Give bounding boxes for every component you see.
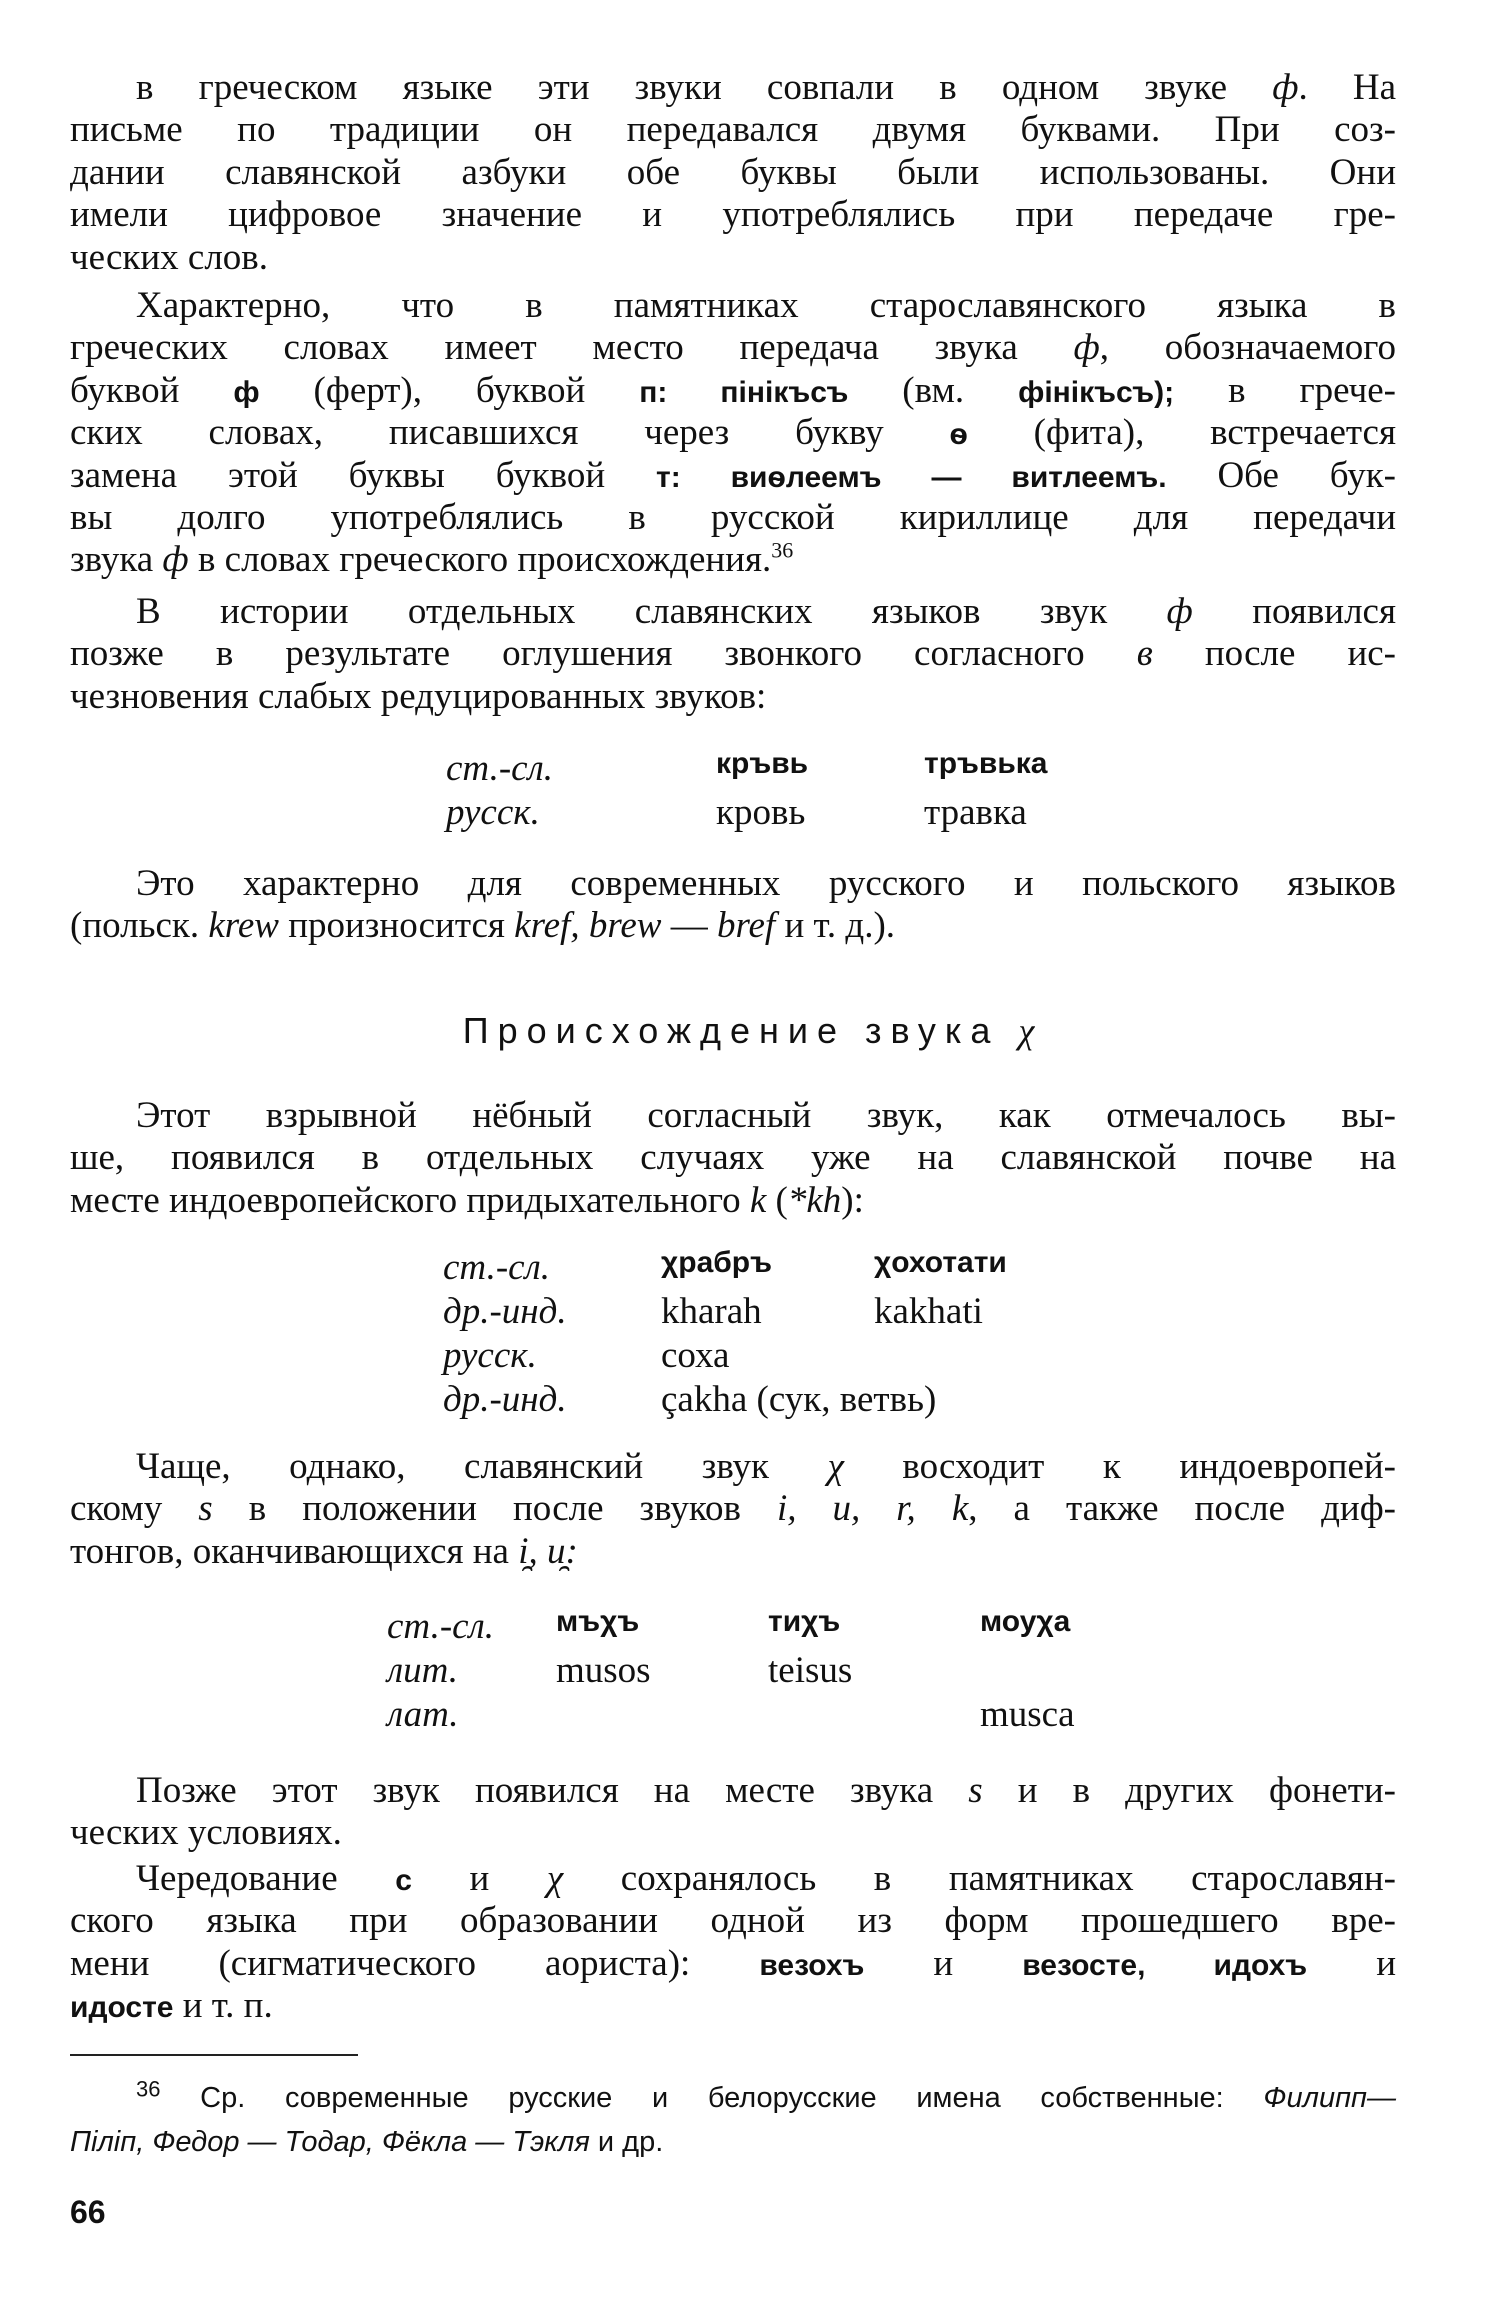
text-segment: (вм.: [848, 369, 1019, 411]
table-cell: русск.: [446, 792, 540, 833]
text-segment: Обе бук-: [1166, 454, 1397, 496]
text-segment: в словах греческого происхождения.: [188, 539, 772, 581]
text-segment: 36: [771, 538, 794, 564]
table-cell: лит.: [387, 1650, 459, 1691]
paragraph: [70, 1095, 1396, 1222]
text-line: [70, 1095, 1396, 1137]
text-segment: , обозначаемого: [1099, 327, 1396, 369]
table-cell: лат.: [387, 1694, 459, 1735]
text-segment: ѳ: [949, 418, 968, 452]
table-cell: musca: [980, 1694, 1075, 1735]
paragraph: [70, 863, 1396, 948]
table-cell: тръвька: [924, 747, 1048, 780]
text-segment: в положении после звуков: [212, 1488, 777, 1530]
text-segment: тонгов, оканчивающихся на: [70, 1530, 519, 1572]
text-segment: i, u, r, k: [776, 1488, 969, 1530]
text-segment: (: [766, 1179, 788, 1221]
text-line: [70, 327, 1396, 369]
text-line: [70, 1488, 1396, 1530]
text-segment: везохъ: [759, 1948, 865, 1982]
table-cell: teisus: [768, 1650, 853, 1691]
text-line: [70, 1943, 1396, 1985]
text-segment: Это характерно для современных русского и польского языков: [136, 863, 1396, 904]
text-segment: т: виѳлеемъ — витлеемъ.: [656, 460, 1167, 494]
footnote-line: [70, 2076, 1396, 2120]
paragraph: [70, 67, 1396, 279]
text-segment: появился: [1192, 591, 1396, 632]
text-segment: Чаще, однако, славянский звук: [136, 1446, 828, 1487]
heading-symbol: χ: [1018, 1011, 1035, 1051]
text-segment: после ис-: [1152, 633, 1397, 675]
text-line: [70, 905, 1396, 947]
table-cell: çakha (сук, ветвь): [661, 1379, 937, 1420]
text-segment: и т. д.).: [775, 905, 896, 947]
text-segment: звука: [70, 539, 163, 581]
paragraph: [70, 1858, 1396, 2028]
text-segment: ф: [1272, 67, 1299, 108]
text-segment: k: [749, 1179, 767, 1221]
text-segment: и: [411, 1858, 547, 1899]
text-line: [70, 1180, 1396, 1222]
text-line: [70, 455, 1396, 497]
text-segment: в греческом языке эти звуки совпали в одном звуке: [136, 67, 1273, 108]
text-segment: ф: [1166, 591, 1193, 632]
text-segment: ):: [841, 1179, 864, 1221]
text-segment: i̯, u̯:: [518, 1530, 578, 1572]
text-segment: везосте, идохъ: [1022, 1948, 1308, 1982]
text-segment: и: [1307, 1942, 1396, 1984]
table-cell: kakhati: [874, 1291, 983, 1332]
text-segment: bref: [716, 905, 776, 947]
text-line: [70, 194, 1396, 236]
paragraph: [70, 591, 1396, 718]
text-segment: ческих условиях.: [70, 1812, 342, 1854]
text-segment: Чередование: [136, 1858, 396, 1899]
text-line: [70, 676, 1396, 718]
table-cell: χрабръ: [661, 1246, 773, 1279]
text-segment: (ферт), буквой: [259, 369, 640, 411]
text-segment: ских словах, писавшихся через букву: [70, 412, 950, 454]
text-segment: . На: [1298, 67, 1396, 108]
text-segment: мени (сигматического аориста):: [70, 1942, 760, 1984]
table-cell: кръвь: [716, 747, 809, 780]
table-cell: травка: [924, 792, 1027, 833]
text-line: [70, 863, 1396, 905]
footnote-divider: [70, 2054, 358, 2056]
text-segment: произносится: [278, 905, 515, 947]
text-line: [70, 1900, 1396, 1942]
text-segment: п: пiнiкъсъ: [639, 375, 849, 409]
table-cell: χохотати: [874, 1246, 1007, 1279]
table-cell: русск.: [443, 1335, 537, 1376]
text-segment: греческих словах имеет место передача звука: [70, 327, 1074, 369]
text-segment: Позже этот звук появился на месте звука: [136, 1770, 969, 1811]
text-segment: позже в результате оглушения звонкого согласного: [70, 633, 1137, 675]
text-line: [70, 1985, 1396, 2027]
text-line: [70, 237, 1396, 279]
table-cell: ст.-сл.: [387, 1606, 494, 1647]
text-segment: и др.: [589, 2126, 664, 2158]
text-segment: ф: [233, 375, 260, 409]
page-number: 66: [70, 2194, 106, 2230]
text-line: [70, 591, 1396, 633]
text-line: [70, 152, 1396, 194]
text-line: [70, 1858, 1396, 1900]
text-segment: ческих слов.: [70, 236, 269, 278]
text-segment: Пiлiп, Федор — Тодар, Фёкла — Тэкля: [70, 2126, 590, 2158]
text-segment: —: [661, 905, 717, 947]
text-line: [70, 633, 1396, 675]
text-segment: и: [864, 1942, 1023, 1984]
table-cell: тиχъ: [768, 1605, 841, 1638]
text-segment: ф: [162, 539, 189, 581]
text-segment: (польск.: [70, 905, 209, 947]
text-segment: буквой: [70, 369, 234, 411]
text-segment: ф: [1073, 327, 1100, 369]
text-segment: krew: [208, 905, 279, 947]
text-line: [70, 1770, 1396, 1812]
text-segment: Филипп—: [1263, 2082, 1396, 2114]
text-line: [70, 539, 1396, 581]
table-cell: ст.-сл.: [446, 748, 553, 789]
text-segment: идосте: [70, 1991, 174, 2025]
text-segment: фiнiкъсъ);: [1018, 375, 1175, 409]
text-segment: и в других фонети-: [982, 1770, 1396, 1811]
text-segment: ского языка при образовании одной из форм прошедшего вре-: [70, 1900, 1396, 1942]
text-segment: замена этой буквы буквой: [70, 454, 656, 496]
text-segment: чезновения слабых редуцированных звуков:: [70, 675, 767, 717]
text-line: [70, 1446, 1396, 1488]
text-segment: восходит к индоевропей-: [843, 1446, 1396, 1487]
table-cell: др.-инд.: [443, 1291, 567, 1332]
paragraph: [70, 1770, 1396, 1855]
text-line: [70, 1137, 1396, 1179]
text-segment: χ: [546, 1858, 564, 1899]
text-segment: вы долго употреблялись в русской кириллице для передачи: [70, 496, 1396, 538]
section-heading: [0, 1010, 1497, 1052]
text-segment: Характерно, что в памятниках старославянского языка в: [136, 285, 1396, 326]
text-segment: с: [395, 1864, 412, 1897]
text-segment: в грече-: [1174, 369, 1397, 411]
text-segment: ше, появился в отдельных случаях уже на славянской почве на: [70, 1137, 1396, 1179]
text-line: [70, 109, 1396, 151]
text-segment: дании славянской азбуки обе буквы были использованы. Они: [70, 151, 1396, 193]
table-cell: соха: [661, 1335, 730, 1376]
table-cell: ст.-сл.: [443, 1247, 550, 1288]
text-segment: kref, brew: [514, 905, 662, 947]
text-line: [70, 67, 1396, 109]
text-segment: *kh: [787, 1179, 842, 1221]
text-line: [70, 1812, 1396, 1854]
text-line: [70, 497, 1396, 539]
footnote: [70, 2076, 1396, 2164]
table-cell: др.-инд.: [443, 1379, 567, 1420]
text-line: [70, 1531, 1396, 1573]
text-segment: письме по традиции он передавался двумя буквами. При соз-: [70, 109, 1396, 151]
table-cell: моуχа: [980, 1605, 1071, 1638]
text-segment: В истории отдельных славянских языков звук: [136, 591, 1167, 632]
text-line: [70, 412, 1396, 454]
text-segment: χ: [827, 1446, 844, 1487]
paragraph: [70, 285, 1396, 582]
text-segment: , а также после диф-: [968, 1488, 1396, 1530]
table-cell: кровь: [716, 792, 806, 833]
text-segment: Этот взрывной нёбный согласный звук, как отмечалось вы-: [136, 1095, 1396, 1136]
text-segment: месте индоевропейского придыхательного: [70, 1179, 750, 1221]
text-segment: сохранялось в памятниках старославян-: [563, 1858, 1396, 1899]
paragraph: [70, 1446, 1396, 1573]
text-segment: 36: [136, 2076, 161, 2102]
text-segment: Ср. современные русские и белорусские имена собственные:: [160, 2082, 1264, 2114]
text-segment: s: [968, 1770, 983, 1811]
text-segment: скому: [70, 1488, 199, 1530]
table-cell: kharah: [661, 1291, 762, 1332]
text-segment: в: [1136, 633, 1153, 675]
heading-text: Происхождение звука: [462, 1010, 1019, 1051]
text-segment: и т. п.: [173, 1985, 273, 2027]
text-segment: имели цифровое значение и употреблялись при передаче гре-: [70, 194, 1396, 236]
footnote-line: [70, 2120, 1396, 2164]
table-cell: мъχъ: [556, 1605, 640, 1638]
text-line: [70, 285, 1396, 327]
text-line: [70, 370, 1396, 412]
table-cell: musos: [556, 1650, 651, 1691]
text-segment: s: [198, 1488, 213, 1530]
text-segment: (фита), встречается: [967, 412, 1396, 454]
